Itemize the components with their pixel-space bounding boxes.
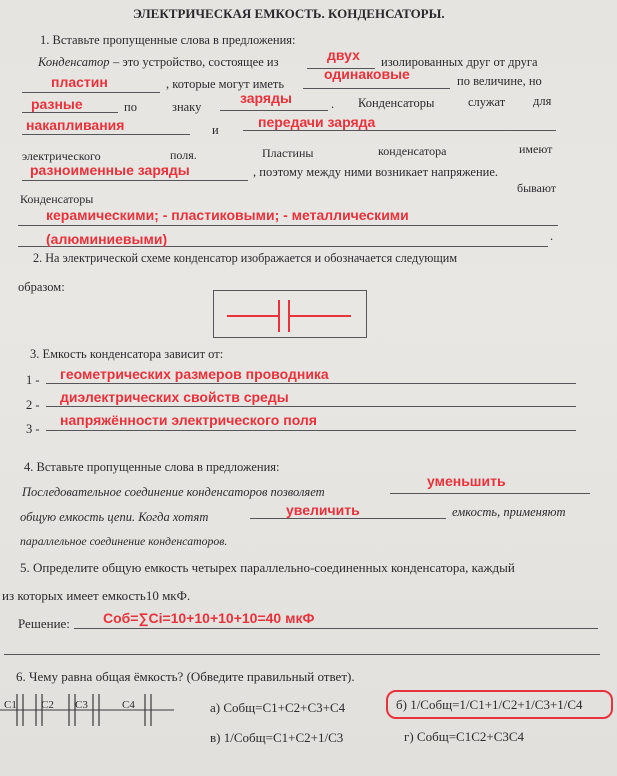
q1-text: Пластины [262, 146, 314, 160]
q5-text: из которых имеет емкость10 мкФ. [2, 588, 191, 603]
capacitor-label: C1 [4, 699, 17, 711]
q1-text: для [533, 94, 552, 108]
blank-line [303, 88, 450, 89]
capacitor-symbol-icon [213, 290, 365, 336]
option-g[interactable]: г) Cобщ=C1C2+C3C4 [404, 729, 525, 744]
answer-q1-5: разные [31, 96, 83, 112]
q1-text: по величине, но [457, 74, 542, 88]
q1-text: знаку [172, 100, 202, 114]
q2-text: образом: [18, 280, 65, 294]
answer-q1-8: разноименные заряды [30, 162, 190, 178]
q1-text: по [124, 100, 137, 114]
series-circuit-diagram [0, 690, 180, 730]
q1-text: Конденсаторы [20, 192, 94, 206]
q1-text: Конденсаторы [358, 96, 435, 110]
q1-text: , которые могут иметь [166, 77, 285, 91]
q3-item-num: 1 - [26, 373, 40, 387]
q1-heading: 1. Вставьте пропущенные слова в предложения: [40, 33, 296, 47]
blank-line [4, 654, 600, 655]
q1-text: – это устройство, состоящее из [113, 55, 279, 69]
q5-solution-label: Решение: [18, 616, 70, 631]
option-b[interactable]: б) 1/Cобщ=1/C1+1/C2+1/C3+1/C4 [396, 697, 583, 712]
answer-q4-1: уменьшить [427, 473, 506, 489]
blank-line [46, 406, 576, 407]
answer-q1-3: пластин [51, 74, 108, 90]
answer-q1-7: передачи заряда [258, 114, 376, 130]
answer-q4-2: увеличить [286, 502, 360, 518]
capacitor-label: C3 [75, 699, 88, 711]
q3-heading: 3. Емкость конденсатора зависит от: [30, 347, 224, 361]
capacitor-label: C2 [41, 699, 54, 711]
q1-text: Конденсатор [38, 55, 110, 69]
blank-line [220, 110, 328, 111]
blank-line [22, 112, 118, 113]
q1-text: изолированных друг от друга [381, 55, 538, 69]
q1-text: имеют [519, 142, 553, 156]
q1-text: , поэтому между ними возникает напряжение. [253, 165, 499, 179]
q4-text: параллельное соединение конденсаторов. [20, 534, 228, 548]
answer-q1-6: накапливания [26, 117, 125, 133]
q1-text: и [212, 123, 219, 137]
selected-answer-circle [386, 690, 614, 720]
blank-line [46, 430, 576, 431]
answer-q3-3: напряжённости электрического поля [60, 412, 317, 428]
blank-line [74, 628, 598, 629]
answer-q1-1: двух [327, 47, 360, 63]
q1-text: электрического [22, 149, 101, 163]
q1-text: . [331, 97, 335, 111]
answer-q3-1: геометрических размеров проводника [60, 366, 329, 382]
answer-q5: Cоб=∑Ci=10+10+10+10=40 мкФ [103, 610, 315, 626]
q4-text: общую емкость цепи. Когда хотят [20, 510, 209, 524]
answer-q1-4: заряды [240, 90, 292, 106]
blank-line [46, 383, 576, 384]
blank-line [22, 180, 248, 181]
answer-q1-10: (алюминиевыми) [46, 231, 168, 247]
blank-line [18, 225, 558, 226]
blank-line [250, 518, 446, 519]
q4-heading: 4. Вставьте пропущенные слова в предложения: [24, 460, 280, 474]
q5-text: 5. Определите общую емкость четырех параллельно-соединенных конденсатора, каждый [20, 560, 515, 575]
answer-q1-9: керамическими; - пластиковыми; - металлическими [46, 207, 409, 223]
q6-heading: 6. Чему равна общая ёмкость? (Обведите правильный ответ). [16, 669, 355, 684]
page-title: ЭЛЕКТРИЧЕСКАЯ ЕМКОСТЬ. КОНДЕНСАТОРЫ. [133, 6, 445, 21]
q1-text: бывают [517, 181, 557, 195]
q4-text: емкость, применяют [452, 505, 566, 519]
q3-item-num: 3 - [26, 422, 40, 436]
blank-line [243, 130, 556, 131]
q3-item-num: 2 - [26, 398, 40, 412]
q2-text: 2. На электрической схеме конденсатор изображается и обозначается следующим [33, 251, 458, 265]
answer-q1-2: одинаковые [324, 66, 410, 82]
option-v[interactable]: в) 1/Cобщ=C1+C2+1/C3 [210, 730, 344, 745]
blank-line [390, 493, 590, 494]
option-a[interactable]: а) Cобщ=C1+C2+C3+C4 [210, 700, 346, 715]
blank-line [22, 92, 160, 93]
capacitor-label: C4 [122, 699, 135, 711]
q1-text: конденсатора [378, 144, 447, 158]
answer-q3-2: диэлектрических свойств среды [60, 389, 289, 405]
q1-text: поля. [170, 148, 197, 162]
q4-text: Последовательное соединение конденсаторов позволяет [22, 485, 325, 499]
q1-text: . [550, 229, 554, 243]
blank-line [22, 134, 190, 135]
q1-text: служат [468, 95, 506, 109]
